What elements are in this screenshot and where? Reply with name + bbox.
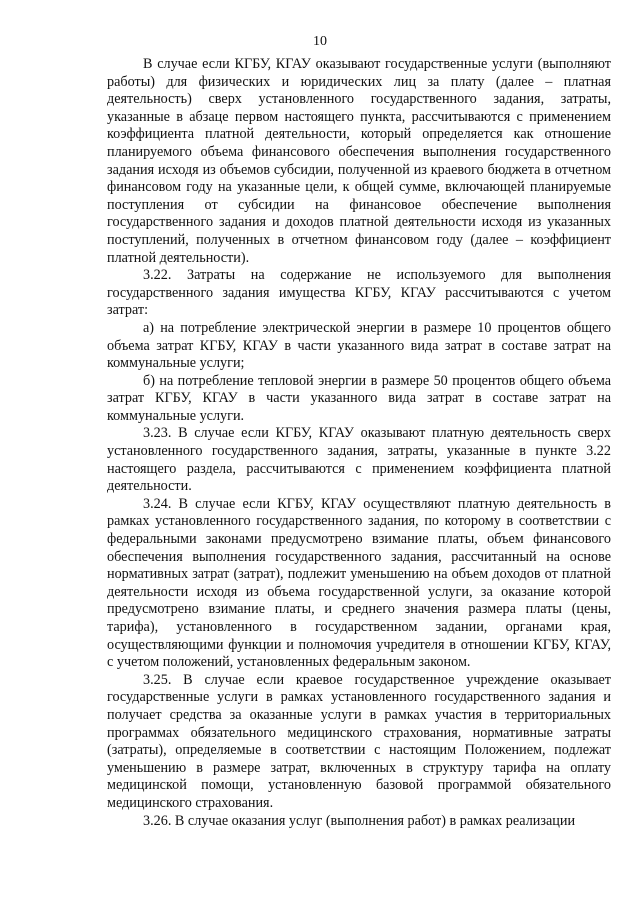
paragraph-3-22-a: а) на потребление электрической энергии в размере 10 процентов общего объема затрат КГБУ, КГАУ в части указанного вида затрат в составе затрат на коммунальные услуги; xyxy=(107,319,611,372)
paragraph-3-22-b: б) на потребление тепловой энергии в размере 50 процентов общего объема затрат КГБУ, КГАУ в части указанного вида затрат в составе затрат на коммунальные услуги. xyxy=(107,372,611,424)
paragraph-paid-activity-coefficient: В случае если КГБУ, КГАУ оказывают государственные услуги (выполняют работы) для физических и юридических лиц за плату (далее – платная деятельность) сверх установленного государственного задания, затраты, указанные в абзаце первом настоящего пункта, рассчитываются с применением коэффициента платной деятельности, который определяется как отношение планируемого объема финансового обеспечения выполнения государственного задания исходя из объемов субсидии, полученной из краевого бюджета в отчетном финансовом году на указанные цели, к общей сумме, включающей планируемые поступления от субсидии на финансовое обеспечение выполнения государственного задания и доходов платной деятельности исходя из указанных поступлений, полученных в отчетном финансовом году (далее – коэффициент платной деятельности). xyxy=(107,56,611,266)
paragraph-3-22: 3.22. Затраты на содержание не используемого для выполнения государственного задания имущества КГБУ, КГАУ рассчитываются с учетом затрат: xyxy=(107,267,611,319)
paragraph-3-24: 3.24. В случае если КГБУ, КГАУ осуществляют платную деятельность в рамках установленного государственного задания, по которому в соответствии с федеральными законами предусмотрено взимание платы, объем финансового обеспечения выполнения государственного задания, рассчитанный на основе нормативных затрат (затрат), подлежит уменьшению на объем доходов от платной деятельности исходя из объема государственной услуги, за оказание которой предусмотрено взимание платы, и среднего значения размера платы (цены, тарифа), установленного в государственном задании, органами края, осуществляющими функции и полномочия учредителя в отношении КГБУ, КГАУ, с учетом положений, установленных федеральным законом. xyxy=(107,495,611,671)
paragraph-3-23: 3.23. В случае если КГБУ, КГАУ оказывают платную деятельность сверх установленного государственного задания, затраты, указанные в пункте 3.22 настоящего раздела, рассчитываются с применением коэффициента платной деятельности. xyxy=(107,425,611,495)
paragraph-3-25: 3.25. В случае если краевое государственное учреждение оказывает государственные услуги в рамках установленного государственного задания и получает средства за оказанные услуги в рамках участия в территориальных программах обязательного медицинского страхования, нормативные затраты (затраты), определяемые в соответствии с настоящим Положением, подлежат уменьшению в размере затрат, включенных в структуру тарифа на оплату медицинской помощи, установленную базовой программой обязательного медицинского страхования. xyxy=(107,671,611,811)
paragraph-3-26: 3.26. В случае оказания услуг (выполнения работ) в рамках реализации xyxy=(143,812,576,829)
document-body xyxy=(107,56,611,830)
page-number: 10 xyxy=(313,34,327,49)
